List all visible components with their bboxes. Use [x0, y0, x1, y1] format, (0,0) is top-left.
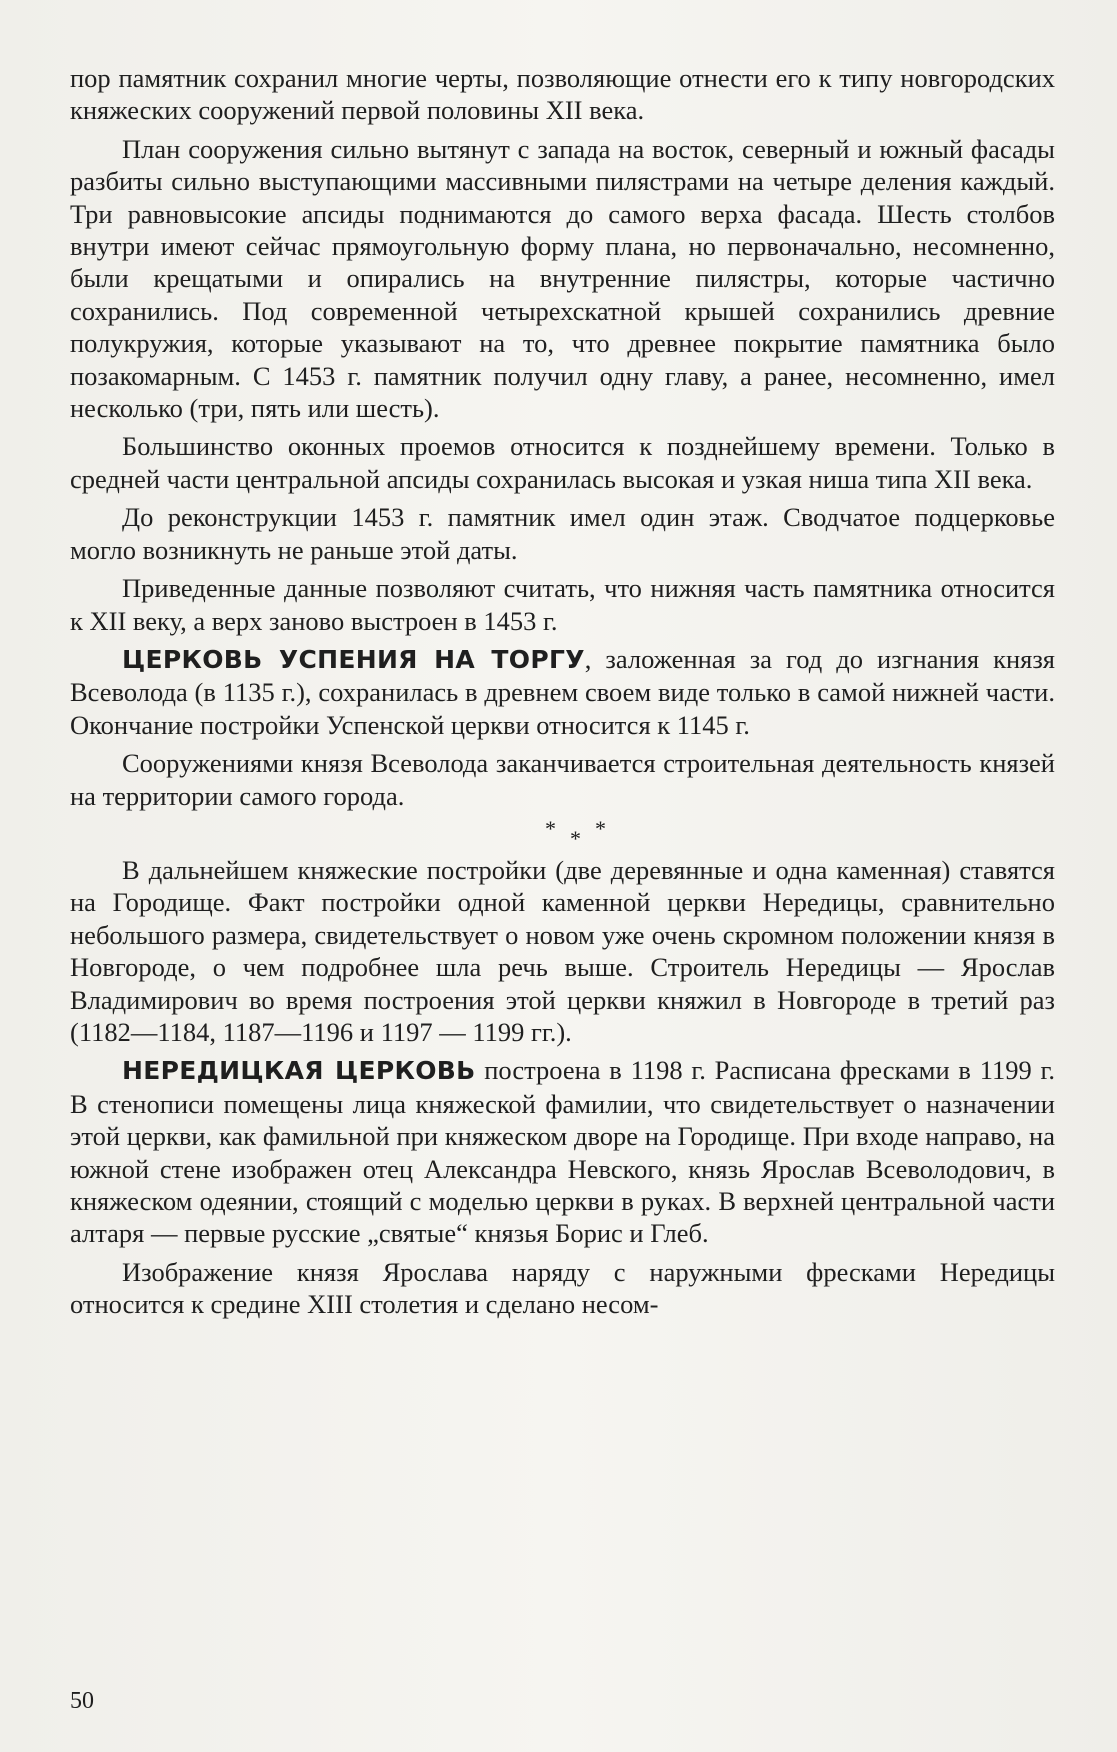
paragraph-windows: Большинство оконных проемов относится к позднейшему времени. Только в средней части центральной апсиды сохранилась высокая и узкая ниша типа XII века.	[70, 431, 1055, 494]
page-number: 50	[70, 1688, 94, 1714]
separator-star: *	[545, 815, 570, 841]
section-heading-uspenie: ЦЕРКОВЬ УСПЕНИЯ НА ТОРГУ	[122, 644, 585, 674]
paragraph-nereditsa	[70, 1054, 1055, 1249]
paragraph-plan: План сооружения сильно вытянут с запада на восток, северный и южный фасады разбиты сильно выступающими массивными пилястрами на четыре деления каждый. Три равновысокие апсиды поднимаются до самого верха фасада. Шесть столбов внутри имеют сейчас прямоугольную форму плана, но первоначально, несомненно, были крещатыми и опирались на внутренние пилястры, которые частично сохранились. Под современной четырехскатной крышей сохранились древние полукружия, которые указывают на то, что древнее покрытие памятника было позакомарным. С 1453 г. памятник получил одну главу, а ранее, несомненно, имел несколько (три, пять или шесть).	[70, 133, 1055, 424]
paragraph-uspenie	[70, 643, 1055, 741]
paragraph-nereditsa-text: построена в 1198 г. Расписана фресками в 1199 г. В стенописи помещены лица княжеской фамилии, что свидетельствует о назначении этой церкви, как фамильной при княжеском дворе на Городище. При входе направо, на южной стене изображен отец Александра Невского, князь Ярослав Всеволодович, в княжеском одеянии, стоящий с моделью церкви в руках. В верхней центральной части алтаря — первые русские „святые“ князья Борис и Глеб.	[70, 1055, 1055, 1249]
paragraph-conclusion: Приведенные данные позволяют считать, что нижняя часть памятника относится к XII веку, а верх заново выстроен в 1453 г.	[70, 573, 1055, 636]
text-body	[70, 62, 1055, 1327]
section-heading-nereditsa: НЕРЕДИЦКАЯ ЦЕРКОВЬ	[122, 1056, 476, 1086]
section-separator	[70, 815, 1055, 851]
paragraph-reconstruction: До реконструкции 1453 г. памятник имел один этаж. Сводчатое подцерковье могло возникнуть не раньше этой даты.	[70, 502, 1055, 565]
paragraph-uspenie-text: , заложенная за год до изгнания князя Всеволода (в 1135 г.), сохранилась в древнем своем виде только в самой нижней части. Окончание постройки Успенской церкви относится к 1145 г.	[70, 643, 1055, 740]
separator-star: *	[595, 815, 620, 841]
paragraph-vsevolod: Сооружениями князя Всеволода заканчивается строительная деятельность князей на территории самого города.	[70, 748, 1055, 811]
paragraph-yaroslav-image: Изображение князя Ярослава наряду с наружными фресками Нередицы относится к средине XIII столетия и сделано несом-	[70, 1256, 1055, 1320]
paragraph-gorodishche: В дальнейшем княжеские постройки (две деревянные и одна каменная) ставятся на Городище. Факт постройки одной каменной церкви Нередицы, сравнительно небольшого размера, свидетельствует о новом уже очень скромном положении князя в Новгороде, о чем подробнее шла речь выше. Строитель Нередицы — Ярослав Владимирович во время построения этой церкви княжил в Новгороде в третий раз (1182—1184, 1187—1196 и 1197 — 1199 гг.).	[70, 854, 1055, 1047]
paragraph-continuation: пор памятник сохранил многие черты, позволяющие отнести его к типу новгородских княжеских сооружений первой половины XII века.	[70, 63, 1055, 126]
separator-star: *	[570, 825, 595, 851]
